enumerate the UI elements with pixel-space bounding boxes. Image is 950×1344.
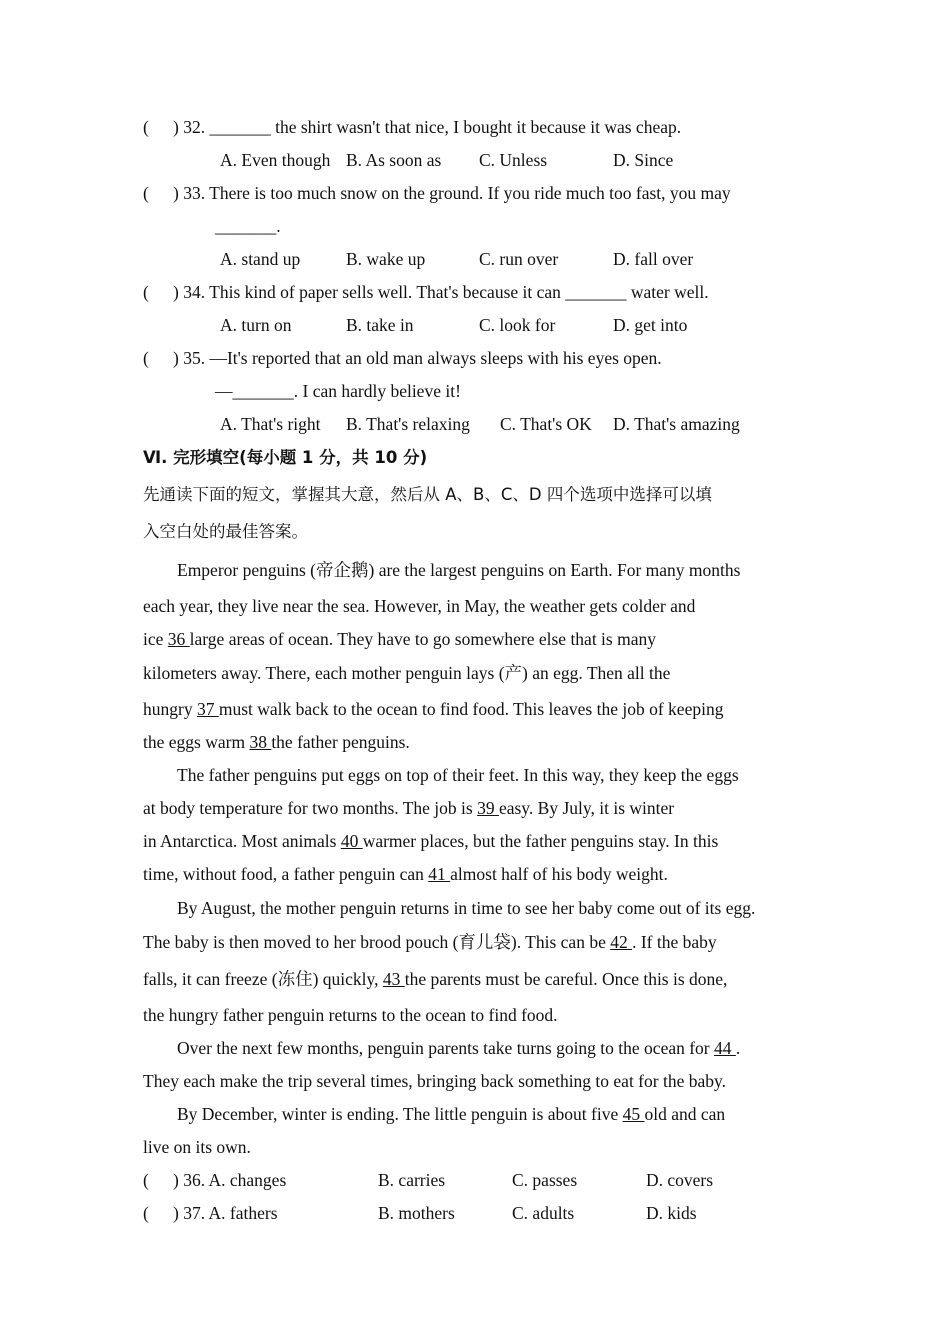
option-a: A. That's right: [220, 414, 321, 434]
blank-40: 40: [340, 831, 363, 851]
question-34: [143, 281, 709, 303]
blank-36: 36: [167, 629, 190, 649]
passage-line: Emperor penguins (帝企鹅) are the largest penguins on Earth. For many months: [177, 560, 741, 580]
passage-line: [143, 931, 717, 953]
option-d: D. That's amazing: [613, 414, 740, 434]
blank-37: 37: [196, 699, 219, 719]
option-c: C. run over: [479, 249, 559, 269]
option-d: D. get into: [613, 315, 688, 335]
passage-text: almost half of his body weight.: [450, 864, 668, 884]
passage-text: the parents must be careful. Once this is done,: [404, 969, 728, 989]
passage-line: By August, the mother penguin returns in time to see her baby come out of its egg.: [177, 898, 756, 918]
answer-paren: (: [143, 183, 149, 203]
passage-text: must walk back to the ocean to find food. This leaves the job of keeping: [218, 699, 724, 719]
question-33: [143, 182, 731, 204]
passage-text: The baby is then moved to her brood pouch (育儿袋). This can be: [143, 932, 611, 952]
option-a: A. turn on: [220, 315, 292, 335]
passage-line: The father penguins put eggs on top of their feet. In this way, they keep the eggs: [177, 765, 739, 785]
passage-line: each year, they live near the sea. However, in May, the weather gets colder and: [143, 596, 696, 616]
question-32: [143, 116, 681, 138]
option-d: D. fall over: [613, 249, 694, 269]
passage-line: live on its own.: [143, 1137, 251, 1157]
passage-text: Over the next few months, penguin parents take turns going to the ocean for: [177, 1038, 715, 1058]
passage-line: kilometers away. There, each mother penguin lays (产) an egg. Then all the: [143, 663, 671, 683]
question-stem-continued: _______.: [215, 216, 281, 236]
passage-line: [143, 698, 723, 720]
question-stem: —It's reported that an old man always sleeps with his eyes open.: [209, 348, 662, 368]
section-instruction-continued: 入空白处的最佳答案。: [143, 522, 308, 541]
passage-text: hungry: [143, 699, 197, 719]
question-35: [143, 347, 662, 369]
passage-line: [143, 731, 410, 753]
option-c: C. That's OK: [500, 414, 592, 434]
blank-42: 42: [610, 932, 633, 952]
option-c: C. adults: [512, 1203, 575, 1223]
answer-paren: (: [143, 282, 149, 302]
option-b: B. take in: [346, 315, 414, 335]
blank-43: 43: [382, 969, 405, 989]
blank-44: 44: [714, 1038, 736, 1058]
passage-line: [143, 797, 674, 819]
question-stem-continued: —_______. I can hardly believe it!: [215, 381, 461, 401]
answer-paren: (: [143, 348, 149, 368]
answer-paren: (: [143, 1170, 149, 1190]
passage-line: [143, 863, 668, 885]
passage-line: the hungry father penguin returns to the ocean to find food.: [143, 1005, 558, 1025]
option-b: B. As soon as: [346, 150, 442, 170]
option-b: B. mothers: [378, 1203, 455, 1223]
option-b: B. wake up: [346, 249, 426, 269]
passage-text: warmer places, but the father penguins stay. In this: [362, 831, 719, 851]
question-number: ) 32.: [173, 117, 206, 137]
passage-text: By December, winter is ending. The little penguin is about five: [177, 1104, 623, 1124]
option-a: A. fathers: [208, 1203, 278, 1223]
passage-line: They each make the trip several times, bringing back something to eat for the baby.: [143, 1071, 726, 1091]
option-c: C. Unless: [479, 150, 548, 170]
passage-text: .: [735, 1038, 741, 1058]
passage-text: large areas of ocean. They have to go somewhere else that is many: [189, 629, 656, 649]
passage-line: [177, 1103, 725, 1125]
passage-text: the father penguins.: [271, 732, 410, 752]
passage-text: old and can: [644, 1104, 726, 1124]
passage-line: [143, 628, 656, 650]
option-b: B. That's relaxing: [346, 414, 470, 434]
passage-text: . If the baby: [632, 932, 717, 952]
passage-text: time, without food, a father penguin can: [143, 864, 429, 884]
passage-line: [143, 968, 727, 990]
question-36: [143, 1169, 286, 1191]
question-stem: There is too much snow on the ground. If you ride much too fast, you may: [209, 183, 731, 203]
section-instruction: 先通读下面的短文，掌握其大意，然后从 A、B、C、D 四个选项中选择可以填: [143, 485, 712, 504]
passage-text: ice: [143, 629, 168, 649]
question-number: ) 34.: [173, 282, 206, 302]
option-d: D. kids: [646, 1203, 697, 1223]
option-a: A. changes: [208, 1170, 287, 1190]
option-d: D. covers: [646, 1170, 714, 1190]
blank-39: 39: [477, 798, 499, 818]
answer-paren: (: [143, 117, 149, 137]
option-c: C. look for: [479, 315, 556, 335]
question-number: ) 36.: [173, 1170, 206, 1190]
passage-line: [143, 830, 718, 852]
passage-text: the eggs warm: [143, 732, 250, 752]
option-a: A. Even though: [220, 150, 331, 170]
passage-text: easy. By July, it is winter: [498, 798, 675, 818]
question-number: ) 37.: [173, 1203, 206, 1223]
question-stem: This kind of paper sells well. That's because it can _______ water well.: [209, 282, 709, 302]
option-b: B. carries: [378, 1170, 446, 1190]
section-heading: Ⅵ. 完形填空(每小题 1 分，共 10 分): [143, 448, 428, 467]
answer-paren: (: [143, 1203, 149, 1223]
question-37: [143, 1202, 278, 1224]
blank-38: 38: [249, 732, 272, 752]
passage-line: [177, 1037, 740, 1059]
option-a: A. stand up: [220, 249, 301, 269]
question-number: ) 35.: [173, 348, 206, 368]
passage-text: falls, it can freeze (冻住) quickly,: [143, 969, 383, 989]
blank-41: 41: [428, 864, 451, 884]
option-c: C. passes: [512, 1170, 578, 1190]
question-number: ) 33.: [173, 183, 206, 203]
passage-text: in Antarctica. Most animals: [143, 831, 341, 851]
blank-45: 45: [622, 1104, 645, 1124]
passage-text: at body temperature for two months. The job is: [143, 798, 478, 818]
question-stem: _______ the shirt wasn't that nice, I bought it because it was cheap.: [209, 117, 682, 137]
option-d: D. Since: [613, 150, 674, 170]
